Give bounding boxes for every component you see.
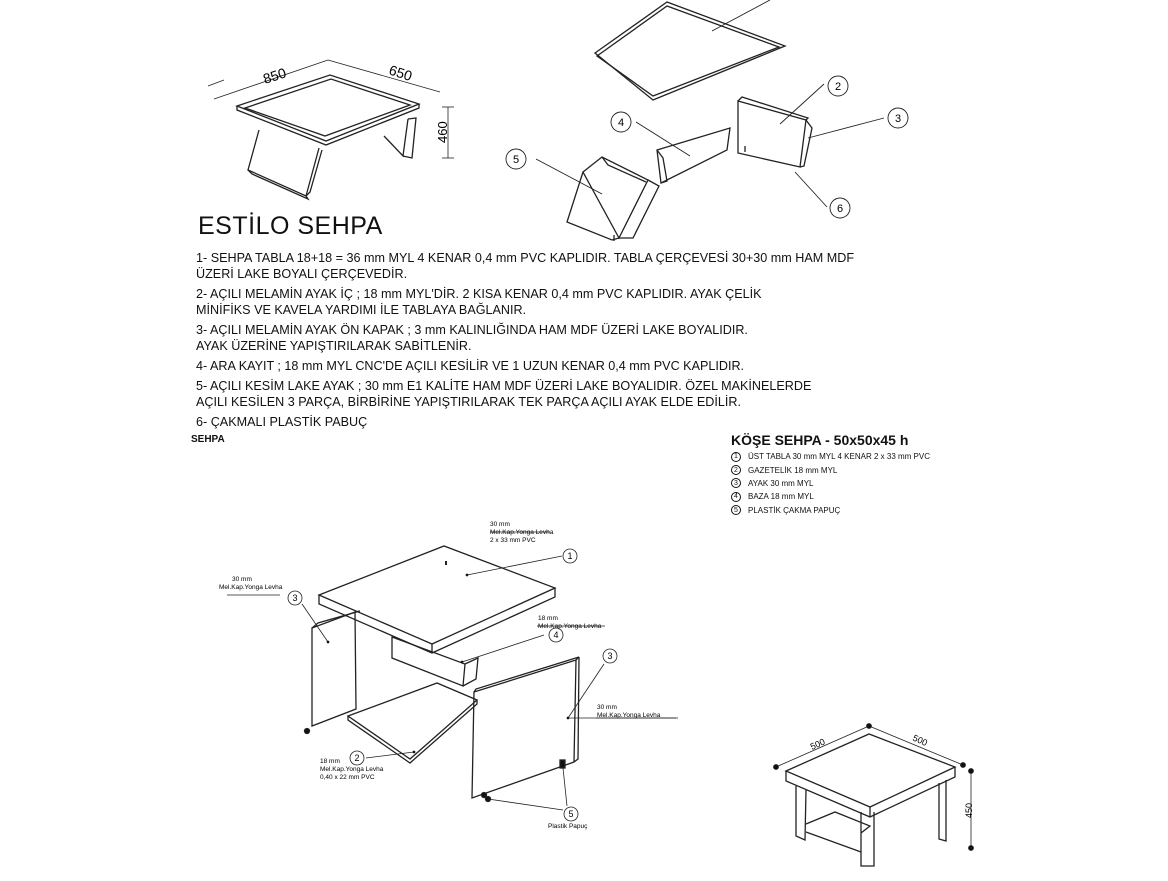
callout-5b: 5	[568, 809, 574, 819]
note-3	[196, 322, 996, 354]
label-mid-2: Mel.Kap.Yonga Levha	[538, 623, 602, 630]
note-4	[196, 358, 996, 374]
callout-3-right: 3	[607, 651, 613, 661]
label-foot: Plastik Papuç	[548, 823, 588, 830]
legend-text: BAZA 18 mm MYL	[748, 492, 814, 502]
label-shelf-3: 0,40 x 22 mm PVC	[320, 774, 375, 781]
label-right-1: 30 mm	[597, 704, 617, 711]
label-left-1: 30 mm	[232, 576, 252, 583]
parts-legend	[731, 450, 930, 517]
label-shelf-1: 18 mm	[320, 758, 340, 765]
legend-text: PLASTİK ÇAKMA PAPUÇ	[748, 505, 841, 515]
legend-item	[731, 504, 930, 517]
note-2-line-2: MİNİFİKS VE KAVELA YARDIMI İLE TABLAYA BAĞLANIR.	[196, 303, 527, 317]
note-1-line-1: 1- SEHPA TABLA 18+18 = 36 mm MYL 4 KENAR 0,4 mm PVC KAPLIDIR. TABLA ÇERÇEVESİ 30+30 mm HAM MDF	[196, 251, 855, 265]
notes-list	[196, 250, 996, 434]
callout-5: 5	[512, 154, 520, 166]
dim-850: 850	[260, 64, 289, 87]
note-5-line-2: AÇILI KESİLEN 3 PARÇA, BİRBİRİNE YAPIŞTIRILARAK TEK PARÇA AÇILI AYAK ELDE EDİLİR.	[196, 395, 741, 409]
legend-number: 3	[731, 478, 741, 488]
label-right-2: Mel.Kap.Yonga Levha	[597, 712, 661, 719]
note-6	[196, 414, 996, 430]
legend-text: ÜST TABLA 30 mm MYL 4 KENAR 2 x 33 mm PVC	[748, 452, 930, 462]
legend-text: AYAK 30 mm MYL	[748, 478, 814, 488]
label-left-2: Mel.Kap.Yonga Levha	[219, 584, 283, 591]
legend-number: 2	[731, 465, 741, 475]
note-3-line-2: AYAK ÜZERİNE YAPIŞTIRILARAK SABİTLENİR.	[196, 339, 472, 353]
note-4-line-1: 4- ARA KAYIT ; 18 mm MYL CNC'DE AÇILI KESİLİR VE 1 UZUN KENAR 0,4 mm PVC KAPLIDIR.	[196, 359, 745, 373]
label-mid-1: 18 mm	[538, 615, 558, 622]
note-5	[196, 378, 996, 410]
callout-4: 4	[617, 117, 625, 129]
label-top-2: Mel.Kap.Yonga Levha	[490, 529, 554, 536]
note-1-line-2: ÜZERİ LAKE BOYALI ÇERÇEVEDİR.	[196, 267, 408, 281]
legend-item	[731, 477, 930, 490]
legend-item	[731, 490, 930, 503]
callout-leaders	[506, 76, 908, 218]
dim-500-right: 500	[911, 732, 929, 748]
exploded-view-drawing	[567, 0, 812, 241]
callout-1: 1	[567, 551, 573, 561]
legend-number: 5	[731, 505, 741, 515]
section-label-sehpa: SEHPA	[191, 434, 225, 445]
dim-650: 650	[387, 61, 415, 85]
note-2	[196, 286, 996, 318]
corner-table-exploded-drawing	[305, 546, 580, 802]
legend-item	[731, 450, 930, 463]
note-1	[196, 250, 996, 282]
label-top-1: 30 mm	[490, 521, 510, 528]
corner-table-isometric-drawing	[786, 734, 955, 866]
legend-item	[731, 463, 930, 476]
note-5-line-1: 5- AÇILI KESİM LAKE AYAK ; 30 mm E1 KALİTE HAM MDF ÜZERİ LAKE BOYALIDIR. ÖZEL MAKİNELERDE	[196, 379, 812, 393]
legend-number: 1	[731, 452, 741, 462]
page-title: ESTİLO SEHPA	[198, 212, 383, 240]
dim-460: 460	[435, 121, 450, 143]
note-2-line-1: 2- AÇILI MELAMİN AYAK İÇ ; 18 mm MYL'DİR. 2 KISA KENAR 0,4 mm PVC KAPLIDIR. AYAK ÇELİK	[196, 287, 762, 301]
dim-450: 450	[964, 802, 974, 818]
callout-3-left: 3	[292, 593, 298, 603]
callout-6: 6	[836, 203, 844, 215]
callout-3: 3	[894, 113, 902, 125]
corner-table-leaders	[227, 532, 678, 821]
label-shelf-2: Mel.Kap.Yonga Levha	[320, 766, 384, 773]
note-3-line-1: 3- AÇILI MELAMİN AYAK ÖN KAPAK ; 3 mm KALINLIĞINDA HAM MDF ÜZERİ LAKE BOYALIDIR.	[196, 323, 748, 337]
dim-500-left: 500	[808, 736, 827, 752]
note-6-line-1: 6- ÇAKMALI PLASTİK PABUÇ	[196, 415, 368, 429]
callout-4b: 4	[553, 630, 559, 640]
callout-2: 2	[834, 81, 842, 93]
legend-text: GAZETELİK 18 mm MYL	[748, 465, 838, 475]
callout-2b: 2	[354, 753, 360, 763]
label-top-3: 2 x 33 mm PVC	[490, 537, 536, 544]
legend-number: 4	[731, 492, 741, 502]
corner-table-title: KÖŞE SEHPA - 50x50x45 h	[731, 432, 909, 448]
assembled-table-drawing	[208, 60, 454, 199]
